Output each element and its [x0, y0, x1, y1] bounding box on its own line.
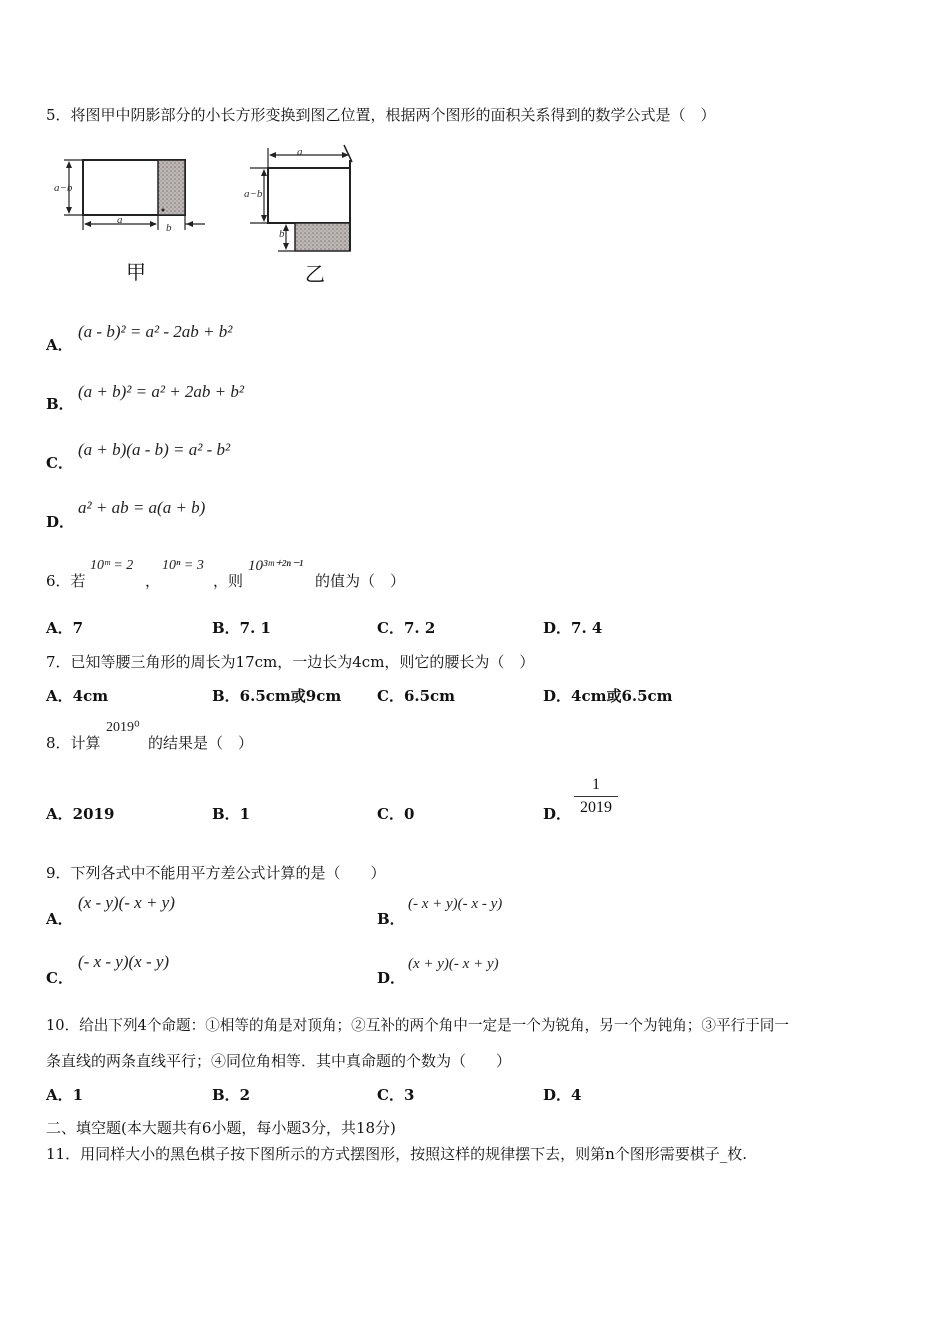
q6-expr-3: 10³ᵐ⁺²ⁿ⁻¹	[248, 558, 304, 574]
q10-line-2: 条直线的两条直线平行；④同位角相等．其中真命题的个数为（ ）	[46, 1052, 512, 1070]
q8-option-c: C．0	[377, 805, 415, 823]
q10-option-a: A．1	[46, 1086, 84, 1104]
figure-caption-jia: 甲	[126, 260, 146, 284]
fraction-bar	[574, 796, 618, 797]
q9-option-c-label: C．	[46, 969, 73, 987]
q5-option-c-label: C．	[46, 454, 73, 472]
q5-option-d-expr: a² + ab = a(a + b)	[78, 498, 206, 517]
q10-option-b: B．2	[212, 1086, 251, 1104]
q5-option-b-label: B．	[46, 395, 74, 413]
q5-option-d-label: D．	[46, 513, 75, 531]
q7-stem: 7．已知等腰三角形的周长为17cm，一边长为4cm，则它的腰长为（ ）	[46, 653, 535, 671]
q11-stem: 11．用同样大小的黑色棋子按下图所示的方式摆图形，按照这样的规律摆下去，则第n个图形需要棋子_枚.	[46, 1145, 748, 1163]
fraction-denominator: 2019	[580, 799, 612, 816]
q7-option-b: B．6.5cm或9cm	[212, 687, 342, 705]
q8-option-a: A．2019	[46, 805, 115, 823]
q7-option-d: D．4cm或6.5cm	[543, 687, 673, 705]
q6-expr-2: 10ⁿ = 3	[162, 558, 204, 573]
q9-stem: 9．下列各式中不能用平方差公式计算的是（ ）	[46, 864, 386, 882]
q6-option-a: A．7	[46, 619, 84, 637]
q7-option-a: A．4cm	[46, 687, 109, 705]
q6-stem	[46, 570, 86, 591]
yi-label-a-minus-b: a−b	[244, 188, 263, 200]
q10-line-1: 10．给出下列4个命题：①相等的角是对顶角；②互补的两个角中一定是一个为锐角，另一个为钝角；③平行于同一	[46, 1017, 789, 1034]
q9-option-d-expr: (x + y)(- x + y)	[408, 956, 499, 972]
figure-caption-yi: 乙	[305, 262, 325, 286]
q5-option-c-expr: (a + b)(a - b) = a² - b²	[78, 440, 231, 459]
q6-mid: ，则	[213, 572, 244, 590]
q8-option-d: D．	[543, 805, 572, 823]
q6-expr-1: 10ᵐ = 2	[90, 558, 134, 573]
q9-option-d-label: D．	[377, 969, 406, 987]
yi-label-a: a	[297, 146, 303, 158]
q9-option-b-label: B．	[377, 910, 405, 928]
q8-post: 的结果是（ ）	[148, 734, 254, 752]
jia-label-a-minus-b: a−b	[54, 182, 73, 194]
fraction-numerator: 1	[592, 776, 600, 793]
q6-post: 的值为（ ）	[315, 572, 406, 590]
q6-comma: ，	[145, 572, 161, 590]
q8-pre: 8．计算	[46, 734, 101, 752]
figure-yi	[240, 140, 370, 270]
q8-option-b: B．1	[212, 805, 251, 823]
q5-option-b-expr: (a + b)² = a² + 2ab + b²	[78, 382, 244, 401]
q5-option-a-expr: (a - b)² = a² - 2ab + b²	[78, 322, 233, 341]
q9-option-a-label: A．	[46, 910, 73, 928]
q9-option-a-expr: (x - y)(- x + y)	[78, 893, 175, 912]
jia-label-a: a	[117, 214, 123, 226]
q5-stem: 5．将图甲中阴影部分的小长方形变换到图乙位置，根据两个图形的面积关系得到的数学公式是（ ）	[46, 106, 716, 124]
q6-option-c: C．7. 2	[377, 619, 436, 637]
q8-option-d-fraction	[574, 776, 618, 817]
q9-option-c-expr: (- x - y)(x - y)	[78, 952, 170, 971]
yi-label-b: b	[279, 228, 285, 240]
q6-option-b: B．7. 1	[212, 619, 271, 637]
q8-expr: 2019⁰	[106, 720, 140, 735]
q6-pre: 6．若	[46, 572, 86, 590]
q9-option-b-expr: (- x + y)(- x - y)	[408, 896, 503, 912]
q6-option-d: D．7. 4	[543, 619, 603, 637]
q10-option-d: D．4	[543, 1086, 582, 1104]
q10-option-c: C．3	[377, 1086, 415, 1104]
section-heading-fill-in: 二、填空题(本大题共有6小题，每小题3分，共18分)	[46, 1119, 396, 1137]
jia-label-b: b	[166, 222, 172, 234]
q5-option-a-label: A．	[46, 336, 73, 354]
q7-option-c: C．6.5cm	[377, 687, 456, 705]
